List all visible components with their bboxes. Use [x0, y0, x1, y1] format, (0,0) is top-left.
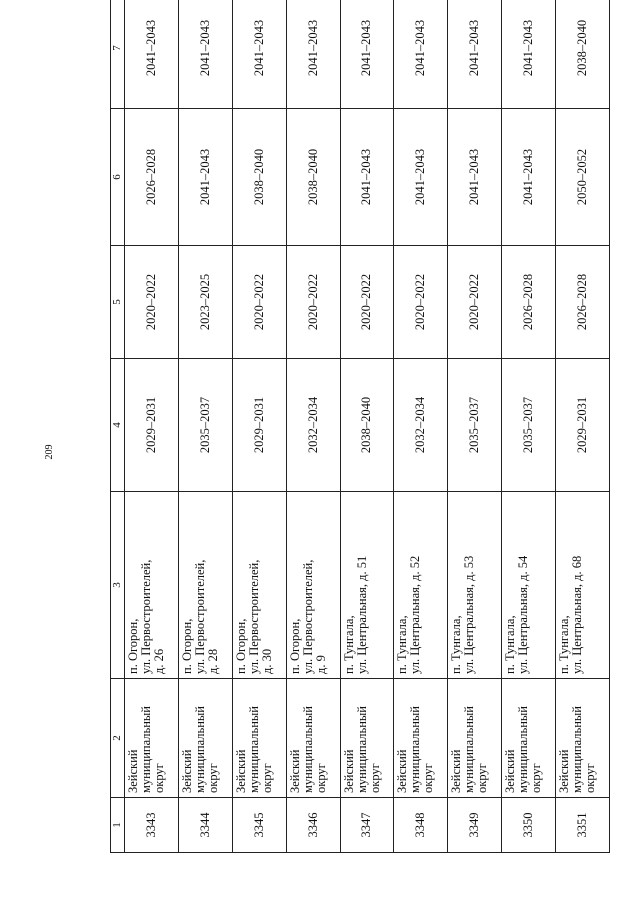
period-cell-5: 2023–2025 — [178, 246, 232, 359]
district-line: Зейский — [557, 749, 571, 793]
period-cell-7: 2041–2043 — [125, 0, 179, 109]
district-line: Зейский — [179, 749, 194, 793]
period-cell-4: 2032–2034 — [394, 359, 448, 492]
address-cell — [286, 492, 340, 679]
district-cell — [556, 679, 610, 798]
period-cell-6: 2041–2043 — [502, 109, 556, 246]
address-line: д. 30 — [259, 648, 274, 674]
district-cell — [232, 679, 286, 798]
table-row — [232, 0, 286, 853]
district-line: Зейский — [233, 749, 248, 793]
table-row — [556, 0, 610, 853]
header-cell: 1 — [111, 798, 125, 853]
period-cell-6: 2050–2052 — [556, 109, 610, 246]
address-line: д. 9 — [313, 655, 328, 674]
address-line: ул. Центральная, д. 54 — [516, 555, 531, 674]
district-cell — [502, 679, 556, 798]
header-cell: 2 — [111, 679, 125, 798]
period-cell-6: 2026–2028 — [125, 109, 179, 246]
address-cell — [340, 492, 394, 679]
table-row — [178, 0, 232, 853]
header-cell: 7 — [111, 0, 125, 109]
address-line: ул. Первостроителей, — [139, 559, 153, 674]
period-cell-6: 2041–2043 — [340, 109, 394, 246]
address-line: п. Огорон, — [287, 618, 302, 674]
period-cell-6: 2041–2043 — [178, 109, 232, 246]
district-cell — [448, 679, 502, 798]
period-cell-5: 2020–2022 — [340, 246, 394, 359]
period-cell-4: 2032–2034 — [286, 359, 340, 492]
period-cell-5: 2026–2028 — [556, 246, 610, 359]
period-cell-7: 2041–2043 — [340, 0, 394, 109]
table-row — [340, 0, 394, 853]
period-cell-4: 2038–2040 — [340, 359, 394, 492]
district-line: Зейский — [503, 749, 518, 793]
district-line: округ — [152, 763, 166, 793]
period-cell-6: 2041–2043 — [448, 109, 502, 246]
address-line: п. Тунгала, — [449, 615, 464, 674]
period-cell-4: 2035–2037 — [502, 359, 556, 492]
header-cell: 3 — [111, 492, 125, 679]
period-cell-7: 2041–2043 — [448, 0, 502, 109]
district-line: округ — [529, 763, 544, 793]
address-cell — [232, 492, 286, 679]
address-line: п. Огорон, — [233, 618, 248, 674]
district-line: муниципальный — [516, 706, 531, 793]
table-row — [125, 0, 179, 853]
period-cell-5: 2026–2028 — [502, 246, 556, 359]
district-line: округ — [583, 763, 597, 793]
district-line: Зейский — [449, 749, 464, 793]
address-cell — [394, 492, 448, 679]
period-cell-4: 2035–2037 — [448, 359, 502, 492]
address-line: ул. Первостроителей, — [300, 559, 315, 674]
row-number: 3351 — [556, 798, 610, 853]
district-cell — [178, 679, 232, 798]
header-cell: 6 — [111, 109, 125, 246]
address-line: ул. Первостроителей, — [246, 559, 261, 674]
period-cell-6: 2038–2040 — [232, 109, 286, 246]
address-cell — [502, 492, 556, 679]
period-cell-4: 2035–2037 — [178, 359, 232, 492]
row-number: 3343 — [125, 798, 179, 853]
period-cell-4: 2029–2031 — [232, 359, 286, 492]
rotated-table-container — [110, 19, 610, 853]
district-line: муниципальный — [192, 706, 207, 793]
address-line: п. Огорон, — [126, 618, 140, 674]
period-cell-5: 2020–2022 — [232, 246, 286, 359]
period-cell-7: 2041–2043 — [394, 0, 448, 109]
period-cell-7: 2041–2043 — [286, 0, 340, 109]
page-number: 209 — [44, 444, 55, 460]
district-line: муниципальный — [246, 706, 261, 793]
address-line: п. Тунгала, — [503, 615, 518, 674]
district-line: муниципальный — [354, 706, 369, 793]
district-line: округ — [421, 763, 436, 793]
district-line: муниципальный — [408, 706, 423, 793]
address-cell — [178, 492, 232, 679]
address-line: п. Огорон, — [179, 618, 194, 674]
period-cell-7: 2038–2040 — [556, 0, 610, 109]
address-line: ул. Центральная, д. 53 — [462, 555, 477, 674]
table-row — [286, 0, 340, 853]
period-cell-6: 2041–2043 — [394, 109, 448, 246]
address-line: ул. Центральная, д. 68 — [570, 555, 584, 674]
period-cell-7: 2041–2043 — [178, 0, 232, 109]
period-cell-7: 2041–2043 — [232, 0, 286, 109]
row-number: 3347 — [340, 798, 394, 853]
district-line: Зейский — [395, 749, 410, 793]
period-cell-5: 2020–2022 — [448, 246, 502, 359]
table-row — [502, 0, 556, 853]
address-cell — [556, 492, 610, 679]
row-number: 3350 — [502, 798, 556, 853]
row-number: 3345 — [232, 798, 286, 853]
period-cell-4: 2029–2031 — [125, 359, 179, 492]
period-cell-5: 2020–2022 — [286, 246, 340, 359]
district-line: Зейский — [341, 749, 356, 793]
address-line: п. Тунгала, — [395, 615, 410, 674]
district-line: округ — [367, 763, 382, 793]
district-line: округ — [205, 763, 220, 793]
address-cell — [125, 492, 179, 679]
district-line: муниципальный — [300, 706, 315, 793]
header-cell: 4 — [111, 359, 125, 492]
header-row — [111, 0, 125, 853]
header-cell: 5 — [111, 246, 125, 359]
period-cell-5: 2020–2022 — [394, 246, 448, 359]
district-line: муниципальный — [462, 706, 477, 793]
row-number: 3344 — [178, 798, 232, 853]
period-cell-6: 2038–2040 — [286, 109, 340, 246]
district-cell — [340, 679, 394, 798]
address-line: п. Тунгала, — [557, 615, 571, 674]
district-line: округ — [259, 763, 274, 793]
period-cell-5: 2020–2022 — [125, 246, 179, 359]
row-number: 3348 — [394, 798, 448, 853]
district-cell — [286, 679, 340, 798]
row-number: 3349 — [448, 798, 502, 853]
address-line: ул. Первостроителей, — [192, 559, 207, 674]
address-line: ул. Центральная, д. 52 — [408, 555, 423, 674]
table-row — [448, 0, 502, 853]
district-line: Зейский — [126, 749, 140, 793]
address-cell — [448, 492, 502, 679]
district-line: муниципальный — [139, 706, 153, 793]
address-line: д. 26 — [152, 648, 166, 674]
period-cell-4: 2029–2031 — [556, 359, 610, 492]
district-line: округ — [313, 763, 328, 793]
district-line: муниципальный — [570, 706, 584, 793]
district-cell — [394, 679, 448, 798]
district-line: Зейский — [287, 749, 302, 793]
district-line: округ — [475, 763, 490, 793]
table-row — [394, 0, 448, 853]
data-table — [110, 0, 610, 853]
address-line: п. Тунгала, — [341, 615, 356, 674]
row-number: 3346 — [286, 798, 340, 853]
district-cell — [125, 679, 179, 798]
period-cell-7: 2041–2043 — [502, 0, 556, 109]
address-line: д. 28 — [205, 648, 220, 674]
address-line: ул. Центральная, д. 51 — [354, 555, 369, 674]
